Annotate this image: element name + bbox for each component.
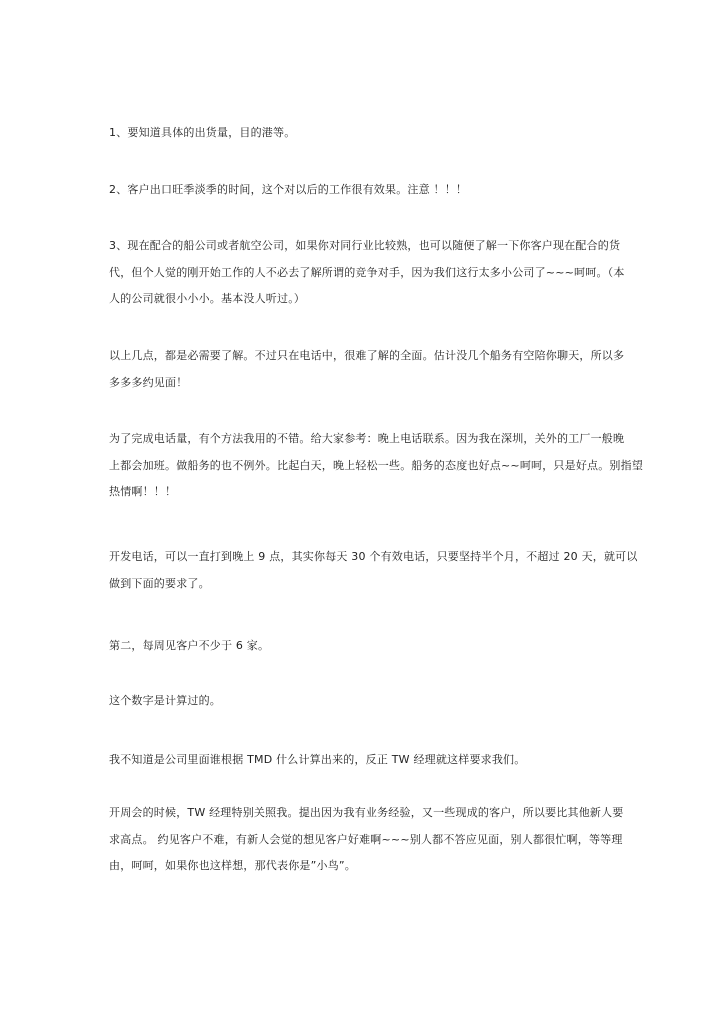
paragraph-3 <box>109 233 625 313</box>
paragraph-line: 第二，每周见客户不少于 6 家。 <box>109 639 270 652</box>
paragraph-line: 3、现在配合的船公司或者航空公司，如果你对同行业比较熟，也可以随便了解一下你客户现在配合的货 <box>109 239 621 252</box>
paragraph-10 <box>109 800 624 880</box>
paragraph-5 <box>109 426 644 506</box>
paragraph-line: 做到下面的要求了。 <box>109 576 210 590</box>
paragraph-line: 这个数字是计算过的。 <box>109 694 221 707</box>
paragraph-line: 以上几点，都是必需要了解。不过只在电话中，很难了解的全面。估计没几个船务有空陪你聊天，所以多 <box>109 349 625 362</box>
paragraph-line: 人的公司就很小小小。基本没人听过。） <box>109 292 306 305</box>
paragraph-line: 上都会加班。做船务的也不例外。比起白天，晚上轻松一些。船务的态度也好点~~呵呵，只是好点。别指望 <box>109 458 644 472</box>
paragraph-line: 热情啊！！！ <box>109 485 177 498</box>
paragraph-line: 开发电话，可以一直打到晚上 9 点，其实你每天 30 个有效电话，只要坚持半个月，不超过 20 天，就可以 <box>109 550 638 563</box>
paragraph-line: 由，呵呵，如果你也这样想，那代表你是”小鸟”。 <box>109 859 356 872</box>
paragraph-line: 开周会的时候，TW 经理特别关照我。提出因为我有业务经验，又一些现成的客户，所以要比其他新人要 <box>109 806 624 819</box>
paragraph-6 <box>109 544 638 597</box>
paragraph-line: 多多多约见面！ <box>109 375 188 389</box>
paragraph-line: 1、要知道具体的出货量，目的港等。 <box>109 126 296 139</box>
paragraph-line: 2、客户出口旺季淡季的时间，这个对以后的工作很有效果。注意 ！！！ <box>109 183 468 196</box>
paragraph-line: 为了完成电话量，有个方法我用的不错。给大家参考：晚上电话联系。因为我在深圳，关外的工厂一般晚 <box>109 432 625 445</box>
paragraph-line: 求高点。 约见客户不难，有新人会觉的想见客户好难啊~~~别人都不答应见面，别人都很忙啊，等等理 <box>109 832 623 846</box>
paragraph-7 <box>109 633 621 660</box>
paragraph-4 <box>109 343 625 396</box>
paragraph-line: 我不知道是公司里面谁根据 TMD 什么计算出来的，反正 TW 经理就这样要求我们。 <box>109 753 526 766</box>
paragraph-9 <box>109 747 621 774</box>
paragraph-8 <box>109 688 621 715</box>
paragraph-1 <box>109 120 621 147</box>
paragraph-line: 代，但个人觉的刚开始工作的人不必去了解所谓的竞争对手，因为我们这行太多小公司了~~~呵呵。（本 <box>109 265 625 279</box>
paragraph-2 <box>109 177 621 204</box>
